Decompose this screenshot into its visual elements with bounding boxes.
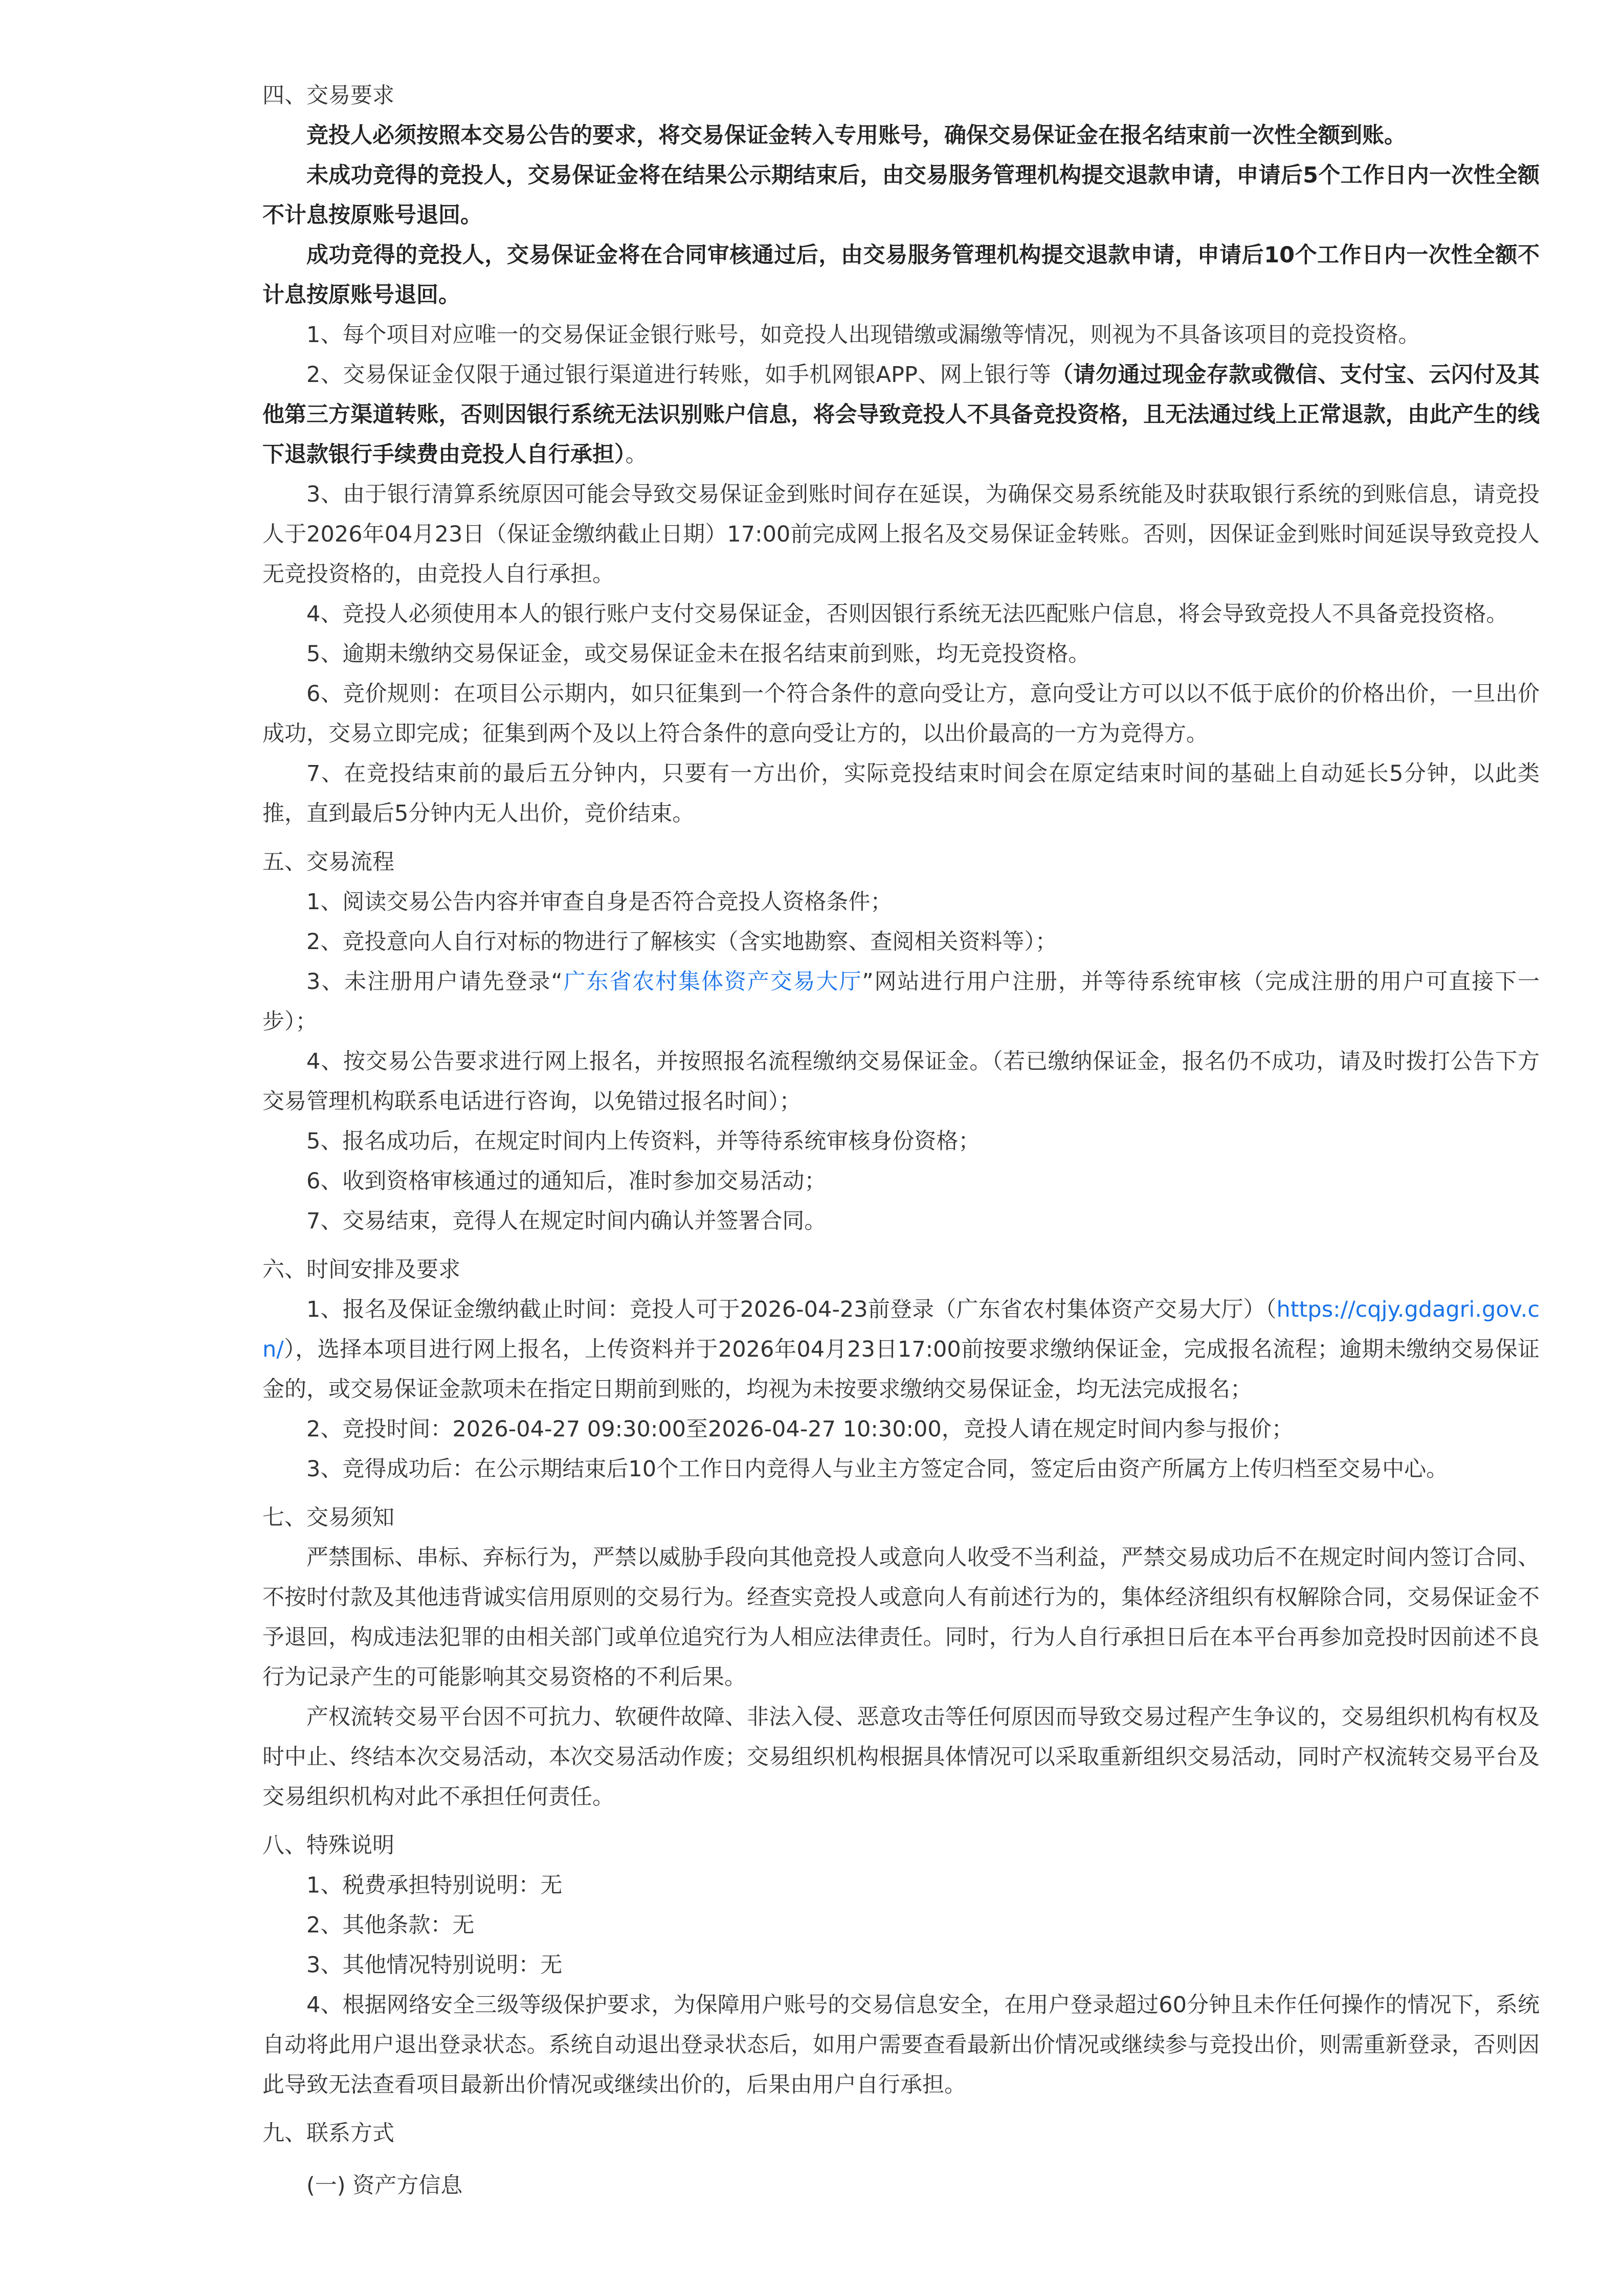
deposit-requirement: 竞投人必须按照本交易公告的要求，将交易保证金转入专用账号，确保交易保证金在报名结束前一次性全额到账。 <box>306 123 1406 148</box>
list-item: 4、按交易公告要求进行网上报名，并按照报名流程缴纳交易保证金。（若已缴纳保证金，报名仍不成功，请及时拨打公告下方交易管理机构联系电话进行咨询，以免错过报名时间）； <box>262 1049 1540 1114</box>
list-item: 2、竞投时间：2026-04-27 09:30:00至2026-04-27 10:30:00，竞投人请在规定时间内参与报价； <box>306 1416 1294 1442</box>
section-special-notes <box>262 1826 1540 2105</box>
section-title: 九、联系方式 <box>262 2121 394 2146</box>
list-item: 7、在竞投结束前的最后五分钟内，只要有一方出价，实际竞投结束时间会在原定结束时间的基础上自动延长5分钟，以此类推，直到最后5分钟内无人出价，竞价结束。 <box>262 761 1540 826</box>
section-title: 七、交易须知 <box>262 1505 394 1530</box>
list-item <box>262 962 1540 1042</box>
list-item: 4、根据网络安全三级等级保护要求，为保障用户账号的交易信息安全，在用户登录超过60分钟且未作任何操作的情况下，系统自动将此用户退出登录状态。系统自动退出登录状态后，如用户需要查看最新出价情况或继续参与竞投出价，则需重新登录，否则因此导致无法查看项目最新出价情况或继续出价的，后果由用户自行承担。 <box>262 1992 1540 2098</box>
section-trading-notice <box>262 1498 1540 1817</box>
trading-hall-link[interactable]: 广东省农村集体资产交易大厅 <box>562 969 862 995</box>
list-item: 1、税费承担特别说明：无 <box>306 1873 563 1898</box>
transfer-warning: （请勿通过现金存款或微信、支付宝、云闪付及其他第三方渠道转账，否则因银行系统无法识别账户信息，将会导致竞投人不具备竞投资格，且无法通过线上正常退款，由此产生的线下退款银行手续费由竞投人自行承担） <box>262 362 1540 467</box>
register-text: 3、未注册用户请先登录“ <box>306 969 563 995</box>
section-schedule <box>262 1250 1540 1489</box>
list-item: 5、报名成功后，在规定时间内上传资料，并等待系统审核身份资格； <box>306 1129 981 1154</box>
announcement-body <box>262 76 1540 2205</box>
asset-owner-info-heading: (一) 资产方信息 <box>306 2173 463 2198</box>
list-item <box>262 355 1540 475</box>
transfer-channel-text: 2、交易保证金仅限于通过银行渠道进行转账，如手机网银APP、网上银行等 <box>306 362 1051 388</box>
notice-paragraph: 产权流转交易平台因不可抗力、软硬件故障、非法入侵、恶意攻击等任何原因而导致交易过程产生争议的，交易组织机构有权及时中止、终结本次交易活动，本次交易活动作废；交易组织机构根据具体情况可以采取重新组织交易活动，同时产权流转交易平台及交易组织机构对此不承担任何责任。 <box>262 1704 1540 1810</box>
notice-paragraph: 严禁围标、串标、弃标行为，严禁以威胁手段向其他竞投人或意向人收受不当利益，严禁交易成功后不在规定时间内签订合同、不按时付款及其他违背诚实信用原则的交易行为。经查实竞投人或意向人有前述行为的，集体经济组织有权解除合同，交易保证金不予退回，构成违法犯罪的由相关部门或单位追究行为人相应法律责任。同时，行为人自行承担日后在本平台再参加竞投时因前述不良行为记录产生的可能影响其交易资格的不利后果。 <box>262 1545 1540 1690</box>
list-item: 2、竞投意向人自行对标的物进行了解核实（含实地勘察、查阅相关资料等）； <box>306 929 1057 955</box>
register-text-end: ”网站进行用户注册，并等待系统审核（完成注册的用户可直接下一步）； <box>262 969 1540 1034</box>
section-contact <box>262 2113 1540 2205</box>
punctuation: 。 <box>625 442 648 467</box>
section-trading-process <box>262 842 1540 1241</box>
deposit-refund-unsuccessful: 未成功竞得的竞投人，交易保证金将在结果公示期结束后，由交易服务管理机构提交退款申请，申请后5个工作日内一次性全额不计息按原账号退回。 <box>262 163 1540 228</box>
list-item: 6、竞价规则：在项目公示期内，如只征集到一个符合条件的意向受让方，意向受让方可以以不低于底价的价格出价，一旦出价成功，交易立即完成；征集到两个及以上符合条件的意向受让方的，以出价最高的一方为竞得方。 <box>262 681 1540 747</box>
deposit-refund-successful: 成功竞得的竞投人，交易保证金将在合同审核通过后，由交易服务管理机构提交退款申请，申请后10个工作日内一次性全额不计息按原账号退回。 <box>262 242 1540 308</box>
section-title: 四、交易要求 <box>262 83 394 108</box>
section-trading-requirements <box>262 76 1540 834</box>
list-item: 1、每个项目对应唯一的交易保证金银行账号，如竞投人出现错缴或漏缴等情况，则视为不具备该项目的竞投资格。 <box>306 322 1420 348</box>
deadline-text-end: ），选择本项目进行网上报名，上传资料并于2026年04月23日17:00前按要求缴纳保证金，完成报名流程；逾期未缴纳交易保证金的，或交易保证金款项未在指定日期前到账的，均视为未按要求缴纳交易保证金，均无法完成报名； <box>262 1337 1540 1402</box>
list-item: 1、阅读交易公告内容并审查自身是否符合竞投人资格条件； <box>306 889 893 915</box>
deadline-text: 1、报名及保证金缴纳截止时间：竞投人可于2026-04-23前登录（广东省农村集体资产交易大厅）（ <box>306 1297 1277 1322</box>
list-item: 3、由于银行清算系统原因可能会导致交易保证金到账时间存在延误，为确保交易系统能及时获取银行系统的到账信息，请竞投人于2026年04月23日（保证金缴纳截止日期）17:00前完成网上报名及交易保证金转账。否则，因保证金到账时间延误导致竞投人无竞投资格的，由竞投人自行承担。 <box>262 482 1540 587</box>
list-item <box>262 1290 1540 1409</box>
section-title: 八、特殊说明 <box>262 1833 394 1858</box>
list-item: 3、竞得成功后：在公示期结束后10个工作日内竞得人与业主方签定合同，签定后由资产所属方上传归档至交易中心。 <box>306 1456 1449 1482</box>
list-item: 7、交易结束，竞得人在规定时间内确认并签署合同。 <box>306 1208 827 1234</box>
list-item: 6、收到资格审核通过的通知后，准时参加交易活动； <box>306 1168 827 1194</box>
list-item: 2、其他条款：无 <box>306 1912 475 1938</box>
section-title: 五、交易流程 <box>262 849 394 875</box>
website-url-link[interactable]: https://cqjy.gdagri.gov.cn/ <box>262 1297 1540 1362</box>
section-title: 六、时间安排及要求 <box>262 1257 460 1282</box>
list-item: 4、竞投人必须使用本人的银行账户支付交易保证金，否则因银行系统无法匹配账户信息，将会导致竞投人不具备竞投资格。 <box>306 601 1508 627</box>
list-item: 3、其他情况特别说明：无 <box>306 1952 563 1978</box>
list-item: 5、逾期未缴纳交易保证金，或交易保证金未在报名结束前到账，均无竞投资格。 <box>306 641 1091 667</box>
